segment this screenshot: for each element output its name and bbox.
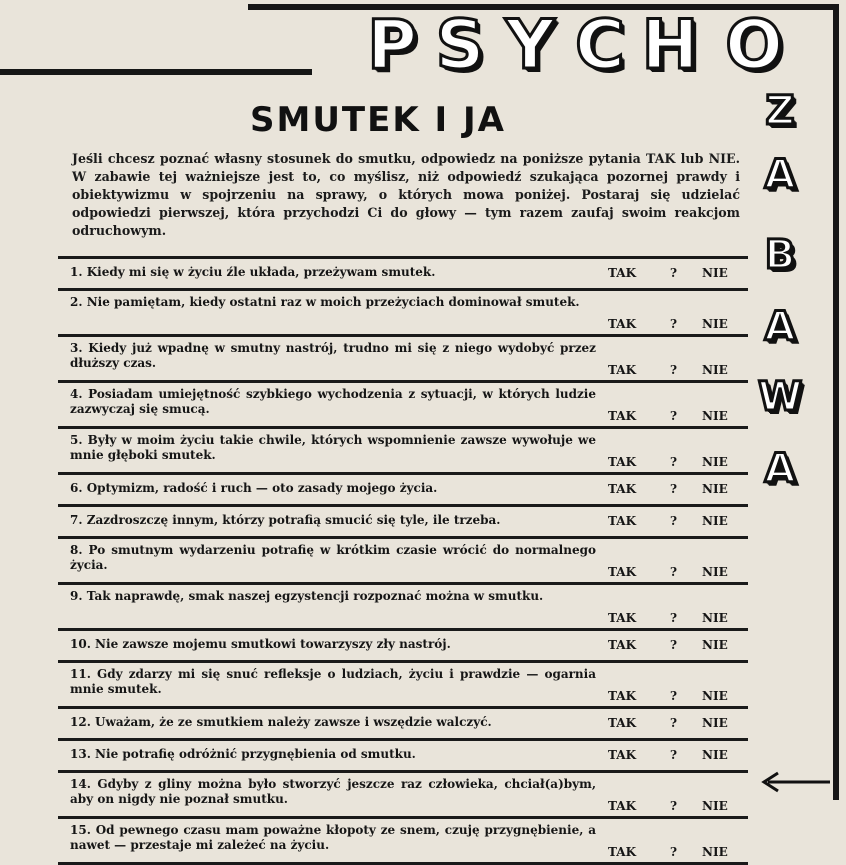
left-rule bbox=[0, 69, 312, 75]
question-row bbox=[58, 475, 744, 504]
question-row bbox=[58, 709, 744, 738]
answer-no[interactable]: NIE bbox=[702, 514, 728, 528]
zabawa-letter: B bbox=[764, 232, 796, 278]
answer-no[interactable]: NIE bbox=[702, 611, 728, 625]
answer-maybe[interactable]: ? bbox=[670, 514, 678, 528]
answer-no[interactable]: NIE bbox=[702, 799, 728, 813]
question-text: 6. Optymizm, radość i ruch — oto zasady mojego życia. bbox=[70, 481, 438, 495]
question-text: 3. Kiedy już wpadnę w smutny nastrój, trudno mi się z niego wydobyć przez dłuższy czas. bbox=[70, 341, 596, 370]
zabawa-letter: A bbox=[764, 304, 796, 350]
question-row bbox=[58, 741, 744, 770]
question-text: 4. Posiadam umiejętność szybkiego wychodzenia z sytuacji, w których ludzie zazwyczaj się smucą. bbox=[70, 387, 596, 416]
answer-yes[interactable]: TAK bbox=[608, 799, 637, 813]
answer-yes[interactable]: TAK bbox=[608, 748, 637, 762]
question-row bbox=[58, 773, 744, 816]
answer-maybe[interactable]: ? bbox=[670, 611, 678, 625]
answer-no[interactable]: NIE bbox=[702, 845, 728, 859]
answer-no[interactable]: NIE bbox=[702, 317, 728, 331]
answer-no[interactable]: NIE bbox=[702, 482, 728, 496]
question-text: 7. Zazdroszczę innym, którzy potrafią smucić się tyle, ile trzeba. bbox=[70, 513, 501, 527]
answer-yes[interactable]: TAK bbox=[608, 638, 637, 652]
answer-maybe[interactable]: ? bbox=[670, 482, 678, 496]
question-row bbox=[58, 337, 744, 380]
psycho-letter: P bbox=[367, 6, 417, 85]
question-text: 15. Od pewnego czasu mam poważne kłopoty ze snem, czuję przygnębienie, a nawet — przestaje mi zależeć na życiu. bbox=[70, 823, 596, 852]
answer-yes[interactable]: TAK bbox=[608, 455, 637, 469]
answer-no[interactable]: NIE bbox=[702, 409, 728, 423]
answer-no[interactable]: NIE bbox=[702, 748, 728, 762]
question-text: 10. Nie zawsze mojemu smutkowi towarzyszy zły nastrój. bbox=[70, 637, 451, 651]
answer-maybe[interactable]: ? bbox=[670, 266, 678, 280]
zabawa-letter: W bbox=[757, 374, 803, 420]
answer-no[interactable]: NIE bbox=[702, 455, 728, 469]
question-row bbox=[58, 429, 744, 472]
answer-no[interactable]: NIE bbox=[702, 689, 728, 703]
left-arrow-icon bbox=[758, 770, 830, 794]
answer-yes[interactable]: TAK bbox=[608, 565, 637, 579]
answer-maybe[interactable]: ? bbox=[670, 317, 678, 331]
question-row bbox=[58, 663, 744, 706]
answer-yes[interactable]: TAK bbox=[608, 363, 637, 377]
answer-yes[interactable]: TAK bbox=[608, 317, 637, 331]
answer-maybe[interactable]: ? bbox=[670, 565, 678, 579]
answer-no[interactable]: NIE bbox=[702, 363, 728, 377]
psycho-letter: S bbox=[435, 6, 485, 85]
question-row bbox=[58, 631, 744, 660]
psycho-letter: H bbox=[641, 6, 699, 85]
question-row bbox=[58, 383, 744, 426]
question-text: 2. Nie pamiętam, kiedy ostatni raz w moich przeżyciach dominował smutek. bbox=[70, 295, 580, 309]
zabawa-letter: Z bbox=[765, 88, 795, 134]
answer-yes[interactable]: TAK bbox=[608, 716, 637, 730]
answer-no[interactable]: NIE bbox=[702, 266, 728, 280]
answer-maybe[interactable]: ? bbox=[670, 748, 678, 762]
question-text: 12. Uważam, że ze smutkiem należy zawsze i wszędzie walczyć. bbox=[70, 715, 492, 729]
answer-yes[interactable]: TAK bbox=[608, 845, 637, 859]
question-text: 13. Nie potrafię odróżnić przygnębienia od smutku. bbox=[70, 747, 416, 761]
question-row bbox=[58, 507, 744, 536]
psycho-letter: Y bbox=[505, 6, 555, 85]
article-title: SMUTEK I JA bbox=[250, 100, 506, 140]
question-text: 11. Gdy zdarzy mi się snuć refleksje o ludziach, życiu i prawdzie — ogarnia mnie smutek. bbox=[70, 667, 596, 696]
answer-maybe[interactable]: ? bbox=[670, 689, 678, 703]
question-text: 9. Tak naprawdę, smak naszej egzystencji rozpoznać można w smutku. bbox=[70, 589, 544, 603]
answer-yes[interactable]: TAK bbox=[608, 482, 637, 496]
question-text: 1. Kiedy mi się w życiu źle układa, przeżywam smutek. bbox=[70, 265, 436, 279]
answer-no[interactable]: NIE bbox=[702, 638, 728, 652]
answer-maybe[interactable]: ? bbox=[670, 638, 678, 652]
zabawa-letter: A bbox=[764, 152, 796, 198]
answer-yes[interactable]: TAK bbox=[608, 689, 637, 703]
question-row bbox=[58, 819, 744, 862]
answer-yes[interactable]: TAK bbox=[608, 611, 637, 625]
question-row bbox=[58, 259, 744, 288]
zabawa-letter: A bbox=[764, 446, 796, 492]
question-row bbox=[58, 585, 744, 628]
question-row bbox=[58, 539, 744, 582]
question-text: 8. Po smutnym wydarzeniu potrafię w krótkim czasie wrócić do normalnego życia. bbox=[70, 543, 596, 572]
psycho-letter: O bbox=[725, 6, 783, 85]
question-row bbox=[58, 291, 744, 334]
intro-paragraph: Jeśli chcesz poznać własny stosunek do smutku, odpowiedz na poniższe pytania TAK lub NIE. W zabawie tej ważniejsze jest to, co myślisz, niż odpowiedź szukająca pozornej prawdy i obiektywizmu w spojrzeniu na sprawy, o których mowa poniżej. Postaraj się udzielać odpowiedzi pierwszej, która przychodzi Ci do głowy — tym razem zaufaj swoim reakcjom odruchowym. bbox=[72, 151, 740, 238]
answer-maybe[interactable]: ? bbox=[670, 409, 678, 423]
answer-maybe[interactable]: ? bbox=[670, 845, 678, 859]
answer-yes[interactable]: TAK bbox=[608, 514, 637, 528]
question-text: 5. Były w moim życiu takie chwile, których wspomnienie zawsze wywołuje we mnie głęboki smutek. bbox=[70, 433, 596, 462]
question-text: 14. Gdyby z gliny można było stworzyć jeszcze raz człowieka, chciał(a)bym, aby on nigdy nie poznał smutku. bbox=[70, 777, 596, 806]
answer-yes[interactable]: TAK bbox=[608, 409, 637, 423]
answer-maybe[interactable]: ? bbox=[670, 799, 678, 813]
answer-yes[interactable]: TAK bbox=[608, 266, 637, 280]
answer-no[interactable]: NIE bbox=[702, 565, 728, 579]
questions-table bbox=[58, 256, 744, 865]
psycho-letter: C bbox=[575, 6, 625, 85]
answer-maybe[interactable]: ? bbox=[670, 455, 678, 469]
right-rule bbox=[833, 4, 839, 800]
answer-maybe[interactable]: ? bbox=[670, 363, 678, 377]
answer-maybe[interactable]: ? bbox=[670, 716, 678, 730]
answer-no[interactable]: NIE bbox=[702, 716, 728, 730]
